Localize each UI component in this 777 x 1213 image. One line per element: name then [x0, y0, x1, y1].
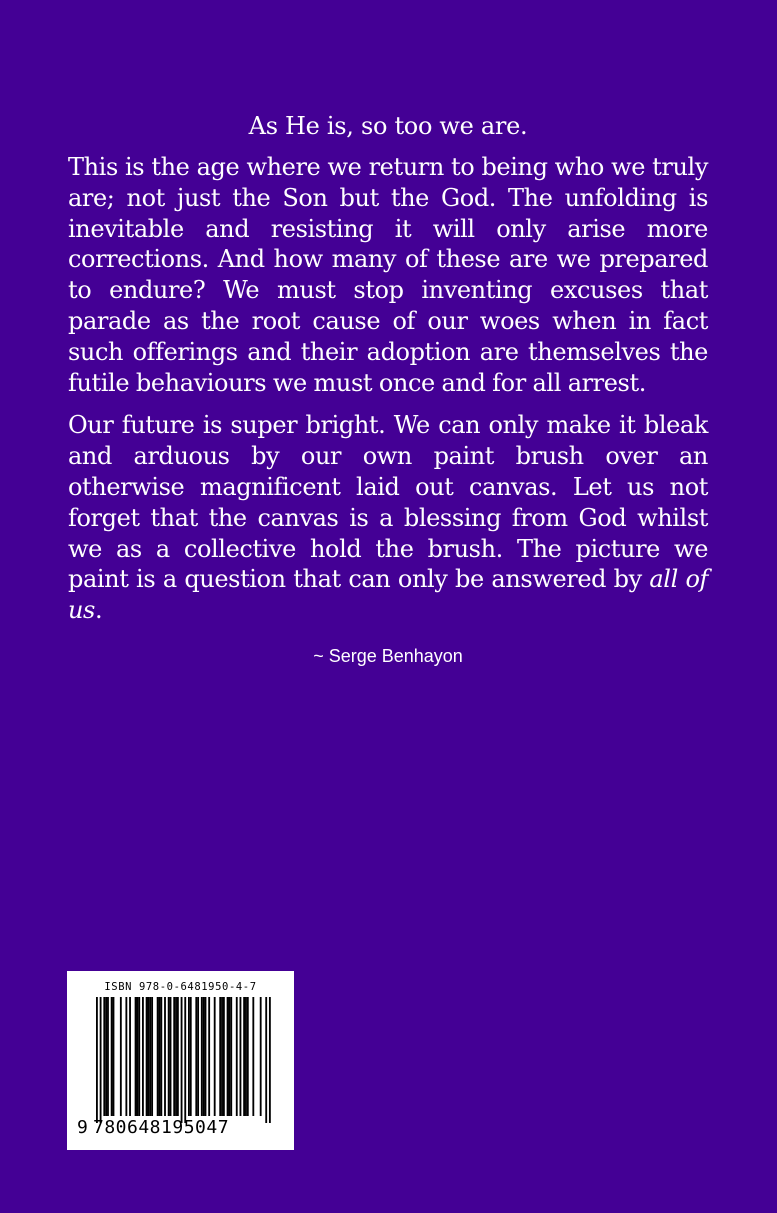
barcode-bar [107, 997, 109, 1116]
blurb-paragraph-2-text: Our future is super bright. We can only make it bleak and arduous by our own paint brush over an otherwise magnificent laid out canvas. Let us not forget that the canvas is a blessing from God whilst we as a collective hold the brush. The picture we paint is a question that can only be answered by [68, 411, 708, 594]
ean-first-digit: 9 [77, 1117, 88, 1138]
barcode-bar [149, 997, 151, 1116]
barcode-bar [236, 997, 238, 1116]
barcode-bar [148, 997, 150, 1116]
isbn-label: ISBN 978-0-6481950-4-7 [104, 981, 257, 993]
barcode-bar [188, 997, 190, 1116]
barcode-bar [170, 997, 172, 1116]
barcode-bar [96, 997, 98, 1123]
barcode-bar [243, 997, 245, 1116]
barcode-bar [269, 997, 271, 1123]
barcode-bar [195, 997, 197, 1116]
barcode-bar [230, 997, 232, 1116]
barcode-bar [205, 997, 207, 1116]
barcode-bar [214, 997, 216, 1116]
barcode-bar [125, 997, 127, 1116]
barcode-bar [265, 997, 267, 1123]
barcode-bar [184, 997, 186, 1123]
barcode-bar [103, 997, 105, 1116]
barcode-bar [219, 997, 221, 1116]
blurb-paragraph-1: This is the age where we return to being who we truly are; not just the Son but the God. The unfolding is inevitable and resisting it will only arise more corrections. And how many of these are we prepared to endure? We must stop inventing excuses that parade as the root cause of our woes when in fact such offerings and their adoption are themselves the futile behaviours we must once and for all arrest. [68, 153, 708, 397]
barcode-bar [136, 997, 138, 1116]
barcode-bar [260, 997, 262, 1116]
barcode-bar [142, 997, 144, 1116]
barcode-bar [164, 997, 166, 1116]
barcode-bar [181, 997, 183, 1123]
barcode-bar [177, 997, 179, 1116]
barcode-bar [120, 997, 122, 1116]
barcode-bar [190, 997, 192, 1116]
barcode-bar [100, 997, 102, 1123]
barcode-bar [197, 997, 199, 1116]
barcode-bar [111, 997, 113, 1116]
barcode-bar [151, 997, 153, 1116]
barcode-bar [138, 997, 140, 1116]
barcode-bar [247, 997, 249, 1116]
barcode-bar [203, 997, 205, 1116]
blurb-paragraph-2-italic: all of us [68, 565, 708, 625]
barcode-bar [223, 997, 225, 1116]
barcode-bar [105, 997, 107, 1116]
barcode-bar [160, 997, 162, 1116]
ean-digits: 780648195047 [93, 1117, 230, 1138]
blurb [68, 110, 708, 668]
blurb-heading: As He is, so too we are. [248, 112, 528, 140]
barcode-bar [168, 997, 170, 1116]
blurb-paragraph-2-end: . [94, 596, 103, 625]
barcode-bar [135, 997, 137, 1116]
barcode-bar [245, 997, 247, 1116]
barcode-bar [113, 997, 115, 1116]
barcode-bar [252, 997, 254, 1116]
barcode-bar [228, 997, 230, 1116]
barcode-bar [129, 997, 131, 1116]
barcode-bar [146, 997, 148, 1116]
barcode-bar [227, 997, 229, 1116]
barcode-bar [159, 997, 161, 1116]
barcode-bar [201, 997, 203, 1116]
barcode-bar [221, 997, 223, 1116]
barcode-bar [157, 997, 159, 1116]
author-attribution: ~ Serge Benhayon [313, 645, 463, 666]
barcode-bar [208, 997, 210, 1116]
barcode-bar [175, 997, 177, 1116]
barcode-bar [240, 997, 242, 1116]
blurb-paragraph-2 [68, 410, 708, 626]
barcode-bar [173, 997, 175, 1116]
